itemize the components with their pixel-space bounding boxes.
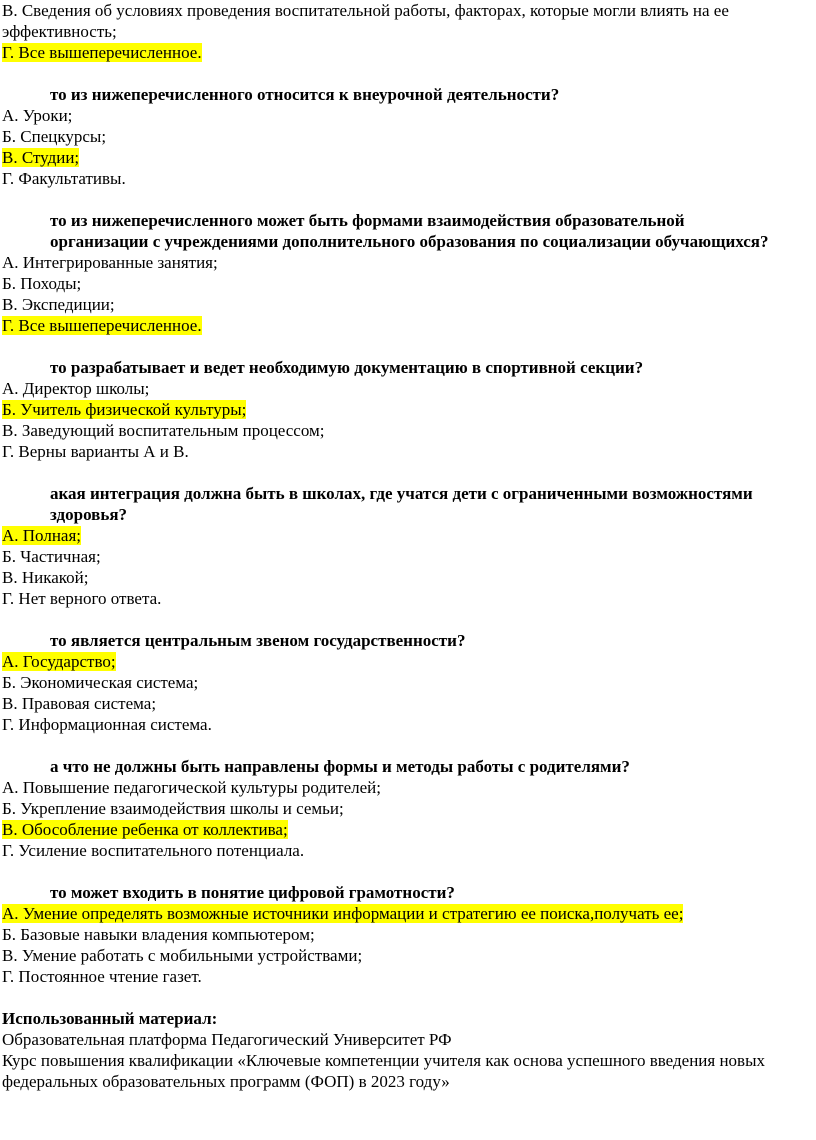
option-text-highlighted: Б. Учитель физической культуры; [2,400,247,419]
option-g [0,966,816,987]
source-line: Образовательная платформа Педагогический Университет РФ [2,1030,452,1049]
option-text-highlighted: А. Государство; [2,652,116,671]
option-a [0,525,816,546]
option-g [0,588,816,609]
question-text: то из нижеперечисленного может быть формами взаимодействия образовательной организации с учреждениями дополнительного образования по социализации обучающихся? [50,211,769,251]
option-a [0,903,816,924]
option-a [0,378,816,399]
option-text: Г. Факультативы. [2,169,126,188]
option-text-highlighted: Г. Все вышеперечисленное. [2,316,202,335]
option-text: А. Директор школы; [2,379,150,398]
option-v [0,147,816,168]
option-text: В. Умение работать с мобильными устройствами; [2,946,363,965]
option-g [0,168,816,189]
option-text: Б. Базовые навыки владения компьютером; [2,925,315,944]
option-a [0,252,816,273]
option-g [0,315,816,336]
option-b [0,924,816,945]
option-g [0,441,816,462]
question-text: то может входить в понятие цифровой грамотности? [50,883,455,902]
option-v [0,567,816,588]
question-block-7 [0,882,816,987]
intro-block [0,0,816,63]
option-text: Г. Информационная система. [2,715,212,734]
option-text: А. Интегрированные занятия; [2,253,218,272]
intro-option-v [0,0,816,42]
question-text: то из нижеперечисленного относится к внеурочной деятельности? [50,85,560,104]
option-text: Б. Укрепление взаимодействия школы и семьи; [2,799,344,818]
option-text: Б. Походы; [2,274,82,293]
option-a [0,651,816,672]
question-block-2 [0,210,816,336]
question-text: а что не должны быть направлены формы и методы работы с родителями? [50,757,630,776]
option-text-highlighted: А. Умение определять возможные источники информации и стратегию ее поиска,получать ее; [2,904,684,923]
question-block-6 [0,756,816,861]
option-v [0,693,816,714]
sources-section [0,1008,816,1092]
option-v [0,294,816,315]
question-block-5 [0,630,816,735]
option-b [0,273,816,294]
option-a [0,105,816,126]
option-v [0,819,816,840]
option-v [0,420,816,441]
option-text: Б. Частичная; [2,547,101,566]
option-v [0,945,816,966]
option-b [0,126,816,147]
question-block-4 [0,483,816,609]
option-text: А. Повышение педагогической культуры родителей; [2,778,381,797]
option-text: А. Уроки; [2,106,73,125]
question-text: акая интеграция должна быть в школах, где учатся дети с ограниченными возможностями здоровья? [50,484,753,524]
option-text: Г. Постоянное чтение газет. [2,967,202,986]
sources-title: Использованный материал: [2,1009,218,1028]
intro-option-g [0,42,816,63]
option-text: Г. Нет верного ответа. [2,589,162,608]
option-text: В. Заведующий воспитательным процессом; [2,421,325,440]
question-text: то является центральным звеном государственности? [50,631,466,650]
question-text: то разрабатывает и ведет необходимую документацию в спортивной секции? [50,358,644,377]
option-b [0,546,816,567]
question-block-1 [0,84,816,189]
option-a [0,777,816,798]
option-b [0,399,816,420]
option-text: В. Сведения об условиях проведения воспитательной работы, факторах, которые могли влиять на ее эффективность; [2,1,729,41]
option-text-highlighted: В. Обособление ребенка от коллектива; [2,820,288,839]
option-text: Б. Спецкурсы; [2,127,107,146]
option-text-highlighted: В. Студии; [2,148,80,167]
option-g [0,714,816,735]
option-text: Б. Экономическая система; [2,673,199,692]
option-b [0,798,816,819]
option-text: Г. Усиление воспитательного потенциала. [2,841,305,860]
option-text: В. Никакой; [2,568,89,587]
question-block-3 [0,357,816,462]
option-g [0,840,816,861]
option-text: Г. Верны варианты А и В. [2,442,189,461]
source-line: Курс повышения квалификации «Ключевые компетенции учителя как основа успешного введения новых федеральных образовательных программ (ФОП) в 2023 году» [2,1051,765,1091]
option-text: В. Экспедиции; [2,295,115,314]
option-text: В. Правовая система; [2,694,157,713]
option-text-highlighted: Г. Все вышеперечисленное. [2,43,202,62]
option-text-highlighted: А. Полная; [2,526,81,545]
option-b [0,672,816,693]
